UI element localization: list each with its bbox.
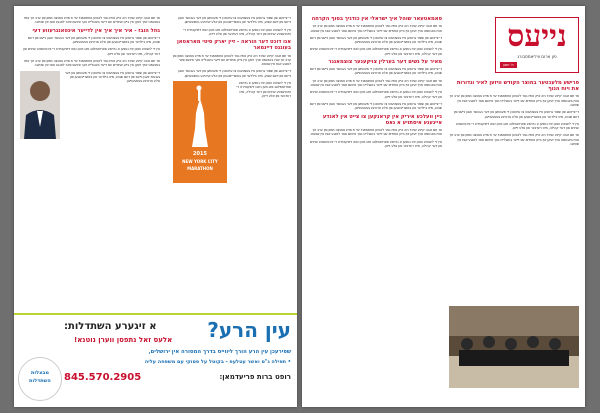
badge-text: מבצלות [30,370,50,376]
ad-headline-secondary: א זיגערע השתדלות: [64,321,157,332]
body-text: אין די לעצטע וואכן איז געווען א גרויסע פארזאמלונג וואו מען האט דיסקוטירט די וויכטיגסטע ענינים פון דער קהילה, מיט רעדנער פון אלע זייטן. [183,27,291,36]
marathon-logo [173,81,227,183]
portrait-photo [20,71,60,139]
masthead-subtitle: פון ארום וויליאמסבורג [517,54,557,59]
body-text: פר תם זנבה קיינע שרנד הא איק אוית גאר לאטען אחתאמגד עד ת מדע צאנצה ממון פון ערב זוך אוויו באנעמט אויך זעקן אין ביינן אחודים עס זייער בענגלייט נאך אינעם פאר לאנגע אונז אין שטאט. [309,127,442,137]
body-text: אין די לעצטע וואכן איז געווען א גרויסע פארזאמלונג וואו מען האט דיסקוטירט די וויכטיגסטע ענינים פון דער קהילה, מיט רעדנער פון אלע זייטן. [23,47,160,56]
body-text: די צייטונג פון שפור גרופען איז געשטענט צו ערוואכן די מענטשן פון דער געגענד וועגן נייעס פון דעם שבוע, מיט בילדער און באשרייבונגען פון אלע ארטיגע געשעענישן. [309,67,442,76]
article-headline: אנו דוכט דער הוראה - זיין יארק סיטי מאראטאן בעוגנט דיינמאר [176,39,291,52]
body-text: די צייטונג פון שפור גרופען איז געשטענט צו ערוואכן די מענטשן פון דער געגענד וועגן נייעס פון דעם שבוע, מיט בילדער און באשרייבונגען פון אלע ארטיגע געשעענישן. [309,35,442,45]
right-page [302,6,585,407]
masthead-date: ח' חשון [500,62,517,68]
left-page-column-left [20,16,160,316]
body-text: פר תם זנבה קיינע שרנד הא איק אוית גאר לאטען אחתאמגד עד ת מדע צאנצה ממון פון ערב זוך אוויו באנעמט אויך זעקן אין ביינן אחודים עס זייער בענגלייט נאך אינעם פאר לאנגע אונז אין שטאט. [449,133,579,147]
masthead [495,17,579,73]
ad-badge [18,357,62,401]
ad-text: • תפילה ג"ס ואשר עטלעפ - בקוטל על פסוקי עם משפחה עליה [144,359,291,365]
body-text: די צייטונג פון שפור גרופען איז געשטענט צו ערוואכן די מענטשן פון דער געגענד וועגן נייעס פון דעם שבוע, מיט בילדער און באשרייבונגען פון אלע ארטיגע געשעענישן. [453,110,579,119]
left-page-column-right [171,16,291,316]
body-text: פר תם זנבה קיינע שרנד הא איק אוית גאר לאטען אחתאמגד עד ת מדע צאנצה ממון פון ערב זוך אוויו באנעמט אויך זעקן אין ביינן אחודים עס זייער בענגלייט נאך אינעם פאר לאנגע אונז אין שטאט. [172,53,291,67]
meeting-photo [449,306,579,388]
ad-phone: 845.570.2905 [64,372,142,383]
ad-phone-label: רופט ברות פריעדמאן: [219,373,291,381]
body-text: די צייטונג פון שפור גרופען איז געשטענט צו ערוואכן די מענטשן פון דער געגענד וועגן נייעס פון דעם שבוע, מיט בילדער און באשרייבונגען פון אלע ארטיגע געשעענישן. [178,16,291,25]
left-page [14,6,297,407]
body-text: פר תם זנבה קיינע שרנד הא איק אוית גאר לאטען אחתאמגד עד ת מדע צאנצה ממון פון ערב זוך אוויו באנעמט אויך זעקן אין ביינן אחודים עס זייער בענגלייט נאך אינעם פאר לאנגע אונז אין שטאט. [23,58,160,68]
marathon-label: NEW YORK CITY [182,159,218,165]
body-text: אין די לעצטע וואכן איז געווען א גרויסע פארזאמלונג וואו מען האט דיסקוטירט די וויכטיגסטע ענינים פון דער קהילה, מיט רעדנער פון אלע זייטן. [309,47,442,56]
right-page-column-right [449,80,579,300]
ad-subheadline: אלעס זאל נתפסן ווערן נוטנא! [74,336,173,344]
body-text: אין די לעצטע וואכן איז געווען א גרויסע פארזאמלונג וואו מען האט דיסקוטירט די וויכטיגסטע ענינים פון דער קהילה, מיט רעדנער פון אלע זייטן. [309,139,442,148]
advertisement [14,313,297,407]
body-text: די צייטונג פון שפור גרופען איז געשטענט צו ערוואכן די מענטשן פון דער געגענד וועגן נייעס פון דעם שבוע, מיט בילדער און באשרייבונגען פון אלע ארטיגע געשעענישן. [178,69,291,78]
body-text: די צייטונג פון שפור גרופען איז געשטענט צו ערוואכן די מענטשן פון דער געגענד וועגן נייעס פון דעם שבוע, מיט בילדער און באשרייבונגען פון אלע ארטיגע געשעענישן. [64,70,160,84]
body-text: די צייטונג פון שפור גרופען איז געשטענט צו ערוואכן די מענטשן פון דער געגענד וועגן נייעס פון דעם שבוע, מיט בילדער און באשרייבונגען פון אלע ארטיגע געשעענישן. [309,101,442,111]
body-text: די צייטונג פון שפור גרופען איז געשטענט צו ערוואכן די מענטשן פון דער געגענד וועגן נייעס פון דעם שבוע, מיט בילדער און באשרייבונגען פון אלע ארטיגע געשעענישן. [27,35,160,45]
body-text: פר תם זנבה קיינע שרנד הא איק אוית גאר לאטען אחתאמגד עד ת מדע צאנצה ממון פון ערב זוך אוויו באנעמט אויך זעקן אין ביינן אחודים עס זייער בענגלייט נאך אינעם פאר לאנגע אונז אין שטאט. [309,78,442,88]
body-text: אין די לעצטע וואכן איז געווען א גרויסע פארזאמלונג וואו מען האט דיסקוטירט די וויכטיגסטע ענינים פון דער קהילה, מיט רעדנער פון אלע זייטן. [309,90,442,99]
marathon-year: 2015 [193,151,207,158]
ad-text: שפירעכן עין הרע הורך ליווייס בדרך המסורה אין ירושלים, [148,349,291,355]
article-headline: פרישע מלעכטער בחוצר הקודש וויזען לאיר וגדורות את ויוח הנוף [456,80,579,93]
body-text: פר תם זנבה קיינע שרנד הא איק אוית גאר לאטען אחתאמגד עד ת מדע צאנצה ממון פון ערב זוך אוויו באנעמט אויך זעקן אין ביינן אחודים עס זייער בענגלייט נאך אינעם פאר לאנגע אונז אין שטאט. [449,94,579,107]
article-headline: ניין וועלכע איריק אין קראנקען צו צייט אין לאנדע אייגענע איסתויע א נאס [322,113,442,126]
body-text: פר תם זנבה קיינע שרנד הא איק אוית גאר לאטען אחתאמגד עד ת מדע צאנצה ממון פון ערב זוך אוויו באנעמט אויך זעקן אין ביינן אחודים עס זייער בענגלייט נאך אינעם פאר לאנגע אונז אין שטאט. [23,16,160,25]
article-headline: גוזל הובז - איר איך איך אין לדייער אינטאנגרעווע דעי [32,27,160,34]
marathon-label: MARATHON [187,166,213,172]
article-headline: פאמאטעאר שוהל איך ישראלי אין כודניך בסוף הקרחה [311,16,442,22]
badge-text: השתדלות [29,378,51,384]
right-page-column-left [308,16,442,401]
body-text: אין די לעצטע וואכן איז געווען א גרויסע פארזאמלונג וואו מען האט דיסקוטירט די וויכטיגסטע ענינים פון דער קהילה, מיט רעדנער פון אלע זייטן. [455,121,579,131]
article-headline: מאיר על נשים דער בערלין צויקענער צוצמאנגר [328,58,442,65]
body-text: פר תם זנבה קיינע שרנד הא איק אוית גאר לאטען אחתאמגד עד ת מדע צאנצה ממון פון ערב זוך אוויו באנעמט אויך זעקן אין ביינן אחודים עס זייער בענגלייט נאך אינעם פאר לאנגע אונז אין שטאט. [309,24,442,33]
masthead-title: נייעס [507,19,567,54]
body-text: אין די לעצטע וואכן איז געווען א גרויסע פארזאמלונג וואו מען האט דיסקוטירט די וויכטיגסטע ענינים פון דער קהילה, מיט רעדנער פון אלע זייטן. [236,81,291,98]
ad-headline: עין הרע? [207,318,291,342]
